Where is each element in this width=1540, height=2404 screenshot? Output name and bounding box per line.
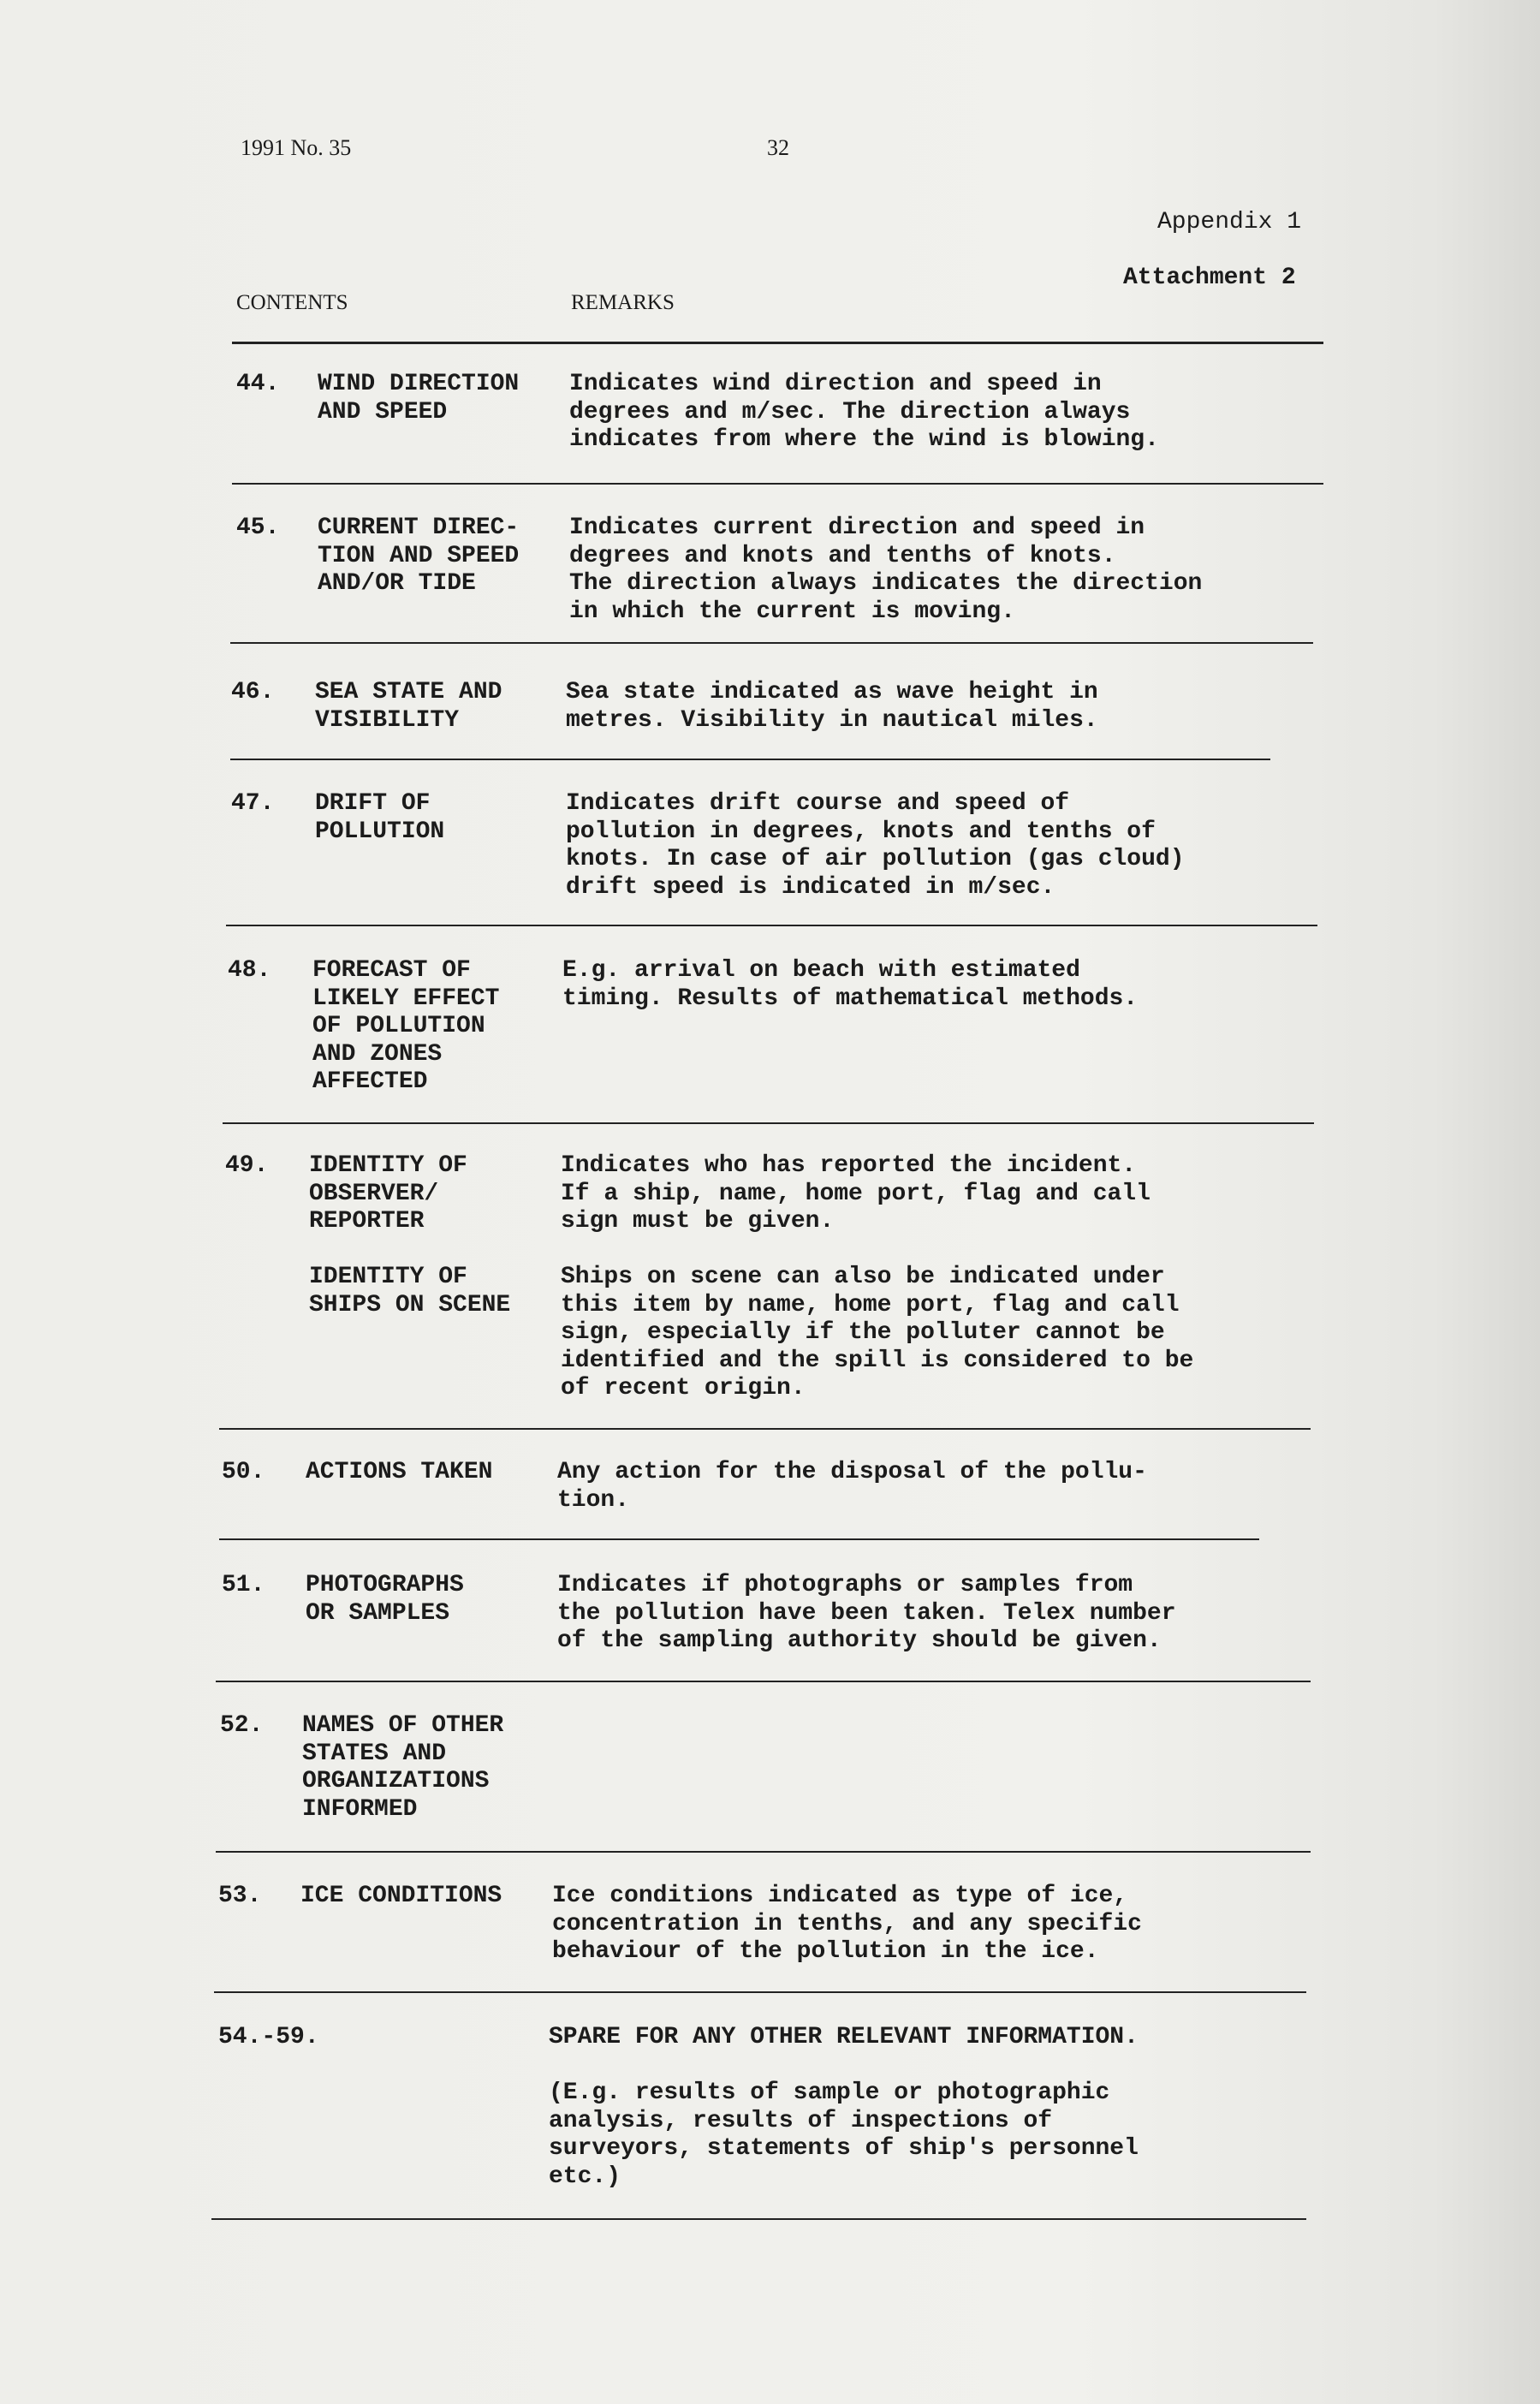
item-title: SEA STATE AND VISIBILITY bbox=[315, 679, 502, 734]
item-remarks: (E.g. results of sample or photographic analysis, results of inspections of surveyors, statements of ship's personnel etc.) bbox=[549, 2080, 1139, 2190]
appendix-label: Appendix 1 bbox=[1157, 209, 1302, 235]
section-rule bbox=[216, 1851, 1311, 1853]
remarks-column-heading: REMARKS bbox=[571, 291, 675, 314]
item-number: 53. bbox=[218, 1883, 262, 1909]
item-remarks: Ice conditions indicated as type of ice, concentration in tenths, and any specific behaviour of the pollution in the ice. bbox=[552, 1883, 1142, 1965]
item-title: FORECAST OF LIKELY EFFECT OF POLLUTION AND ZONES AFFECTED bbox=[312, 957, 500, 1095]
section-rule bbox=[214, 1991, 1306, 1993]
section-rule bbox=[211, 2218, 1306, 2220]
item-number: 44. bbox=[236, 371, 280, 397]
item-remarks: Any action for the disposal of the pollu- tion. bbox=[557, 1459, 1147, 1514]
item-heading: SPARE FOR ANY OTHER RELEVANT INFORMATION. bbox=[549, 2024, 1139, 2050]
item-subtitle: IDENTITY OF SHIPS ON SCENE bbox=[309, 1264, 511, 1318]
item-number: 49. bbox=[225, 1152, 269, 1179]
section-rule bbox=[230, 642, 1313, 644]
item-remarks: Indicates drift course and speed of pollution in degrees, knots and tenths of knots. In case of air pollution (gas cloud) drift speed is indicated in m/sec. bbox=[566, 790, 1185, 901]
section-rule bbox=[230, 759, 1270, 760]
section-rule bbox=[223, 1122, 1314, 1124]
item-number: 50. bbox=[222, 1459, 265, 1485]
item-remarks: Indicates wind direction and speed in degrees and m/sec. The direction always indicates from where the wind is blowing. bbox=[569, 371, 1159, 453]
item-number: 45. bbox=[236, 515, 280, 541]
contents-column-heading: CONTENTS bbox=[236, 291, 348, 314]
item-remarks: E.g. arrival on beach with estimated timing. Results of mathematical methods. bbox=[562, 957, 1139, 1012]
item-number: 48. bbox=[228, 957, 271, 984]
item-title: ICE CONDITIONS bbox=[300, 1883, 502, 1909]
item-remarks: Indicates if photographs or samples from the pollution have been taken. Telex number of the sampling authority should be given. bbox=[557, 1572, 1176, 1654]
section-rule bbox=[226, 925, 1317, 926]
section-rule bbox=[219, 1538, 1259, 1540]
item-title: WIND DIRECTION AND SPEED bbox=[318, 371, 520, 425]
item-title: IDENTITY OF OBSERVER/ REPORTER bbox=[309, 1152, 467, 1235]
section-rule bbox=[219, 1428, 1311, 1430]
item-number: 51. bbox=[222, 1572, 265, 1598]
item-number: 54.-59. bbox=[218, 2024, 319, 2050]
item-title: PHOTOGRAPHS OR SAMPLES bbox=[306, 1572, 464, 1627]
attachment-label: Attachment 2 bbox=[1123, 265, 1296, 291]
item-number: 52. bbox=[220, 1712, 264, 1739]
item-number: 46. bbox=[231, 679, 275, 705]
item-title: NAMES OF OTHER STATES AND ORGANIZATIONS INFORMED bbox=[302, 1712, 504, 1823]
item-title: DRIFT OF POLLUTION bbox=[315, 790, 445, 845]
section-rule bbox=[232, 483, 1323, 485]
item-remarks: Sea state indicated as wave height in metres. Visibility in nautical miles. bbox=[566, 679, 1098, 734]
item-sub-remarks: Ships on scene can also be indicated under this item by name, home port, flag and call sign, especially if the polluter cannot be identified and the spill is considered to be of recent origin. bbox=[561, 1264, 1194, 1401]
item-remarks: Indicates current direction and speed in degrees and knots and tenths of knots. The direction always indicates the direction in which the current is moving. bbox=[569, 515, 1203, 625]
item-title: ACTIONS TAKEN bbox=[306, 1459, 493, 1485]
section-rule bbox=[216, 1681, 1311, 1682]
header-rule bbox=[232, 342, 1323, 344]
item-number: 47. bbox=[231, 790, 275, 817]
publication-reference: 1991 No. 35 bbox=[241, 135, 352, 160]
item-title: CURRENT DIREC- TION AND SPEED AND/OR TIDE bbox=[318, 515, 520, 597]
page-number: 32 bbox=[767, 135, 789, 160]
item-remarks: Indicates who has reported the incident. If a ship, name, home port, flag and call sign must be given. bbox=[561, 1152, 1151, 1235]
